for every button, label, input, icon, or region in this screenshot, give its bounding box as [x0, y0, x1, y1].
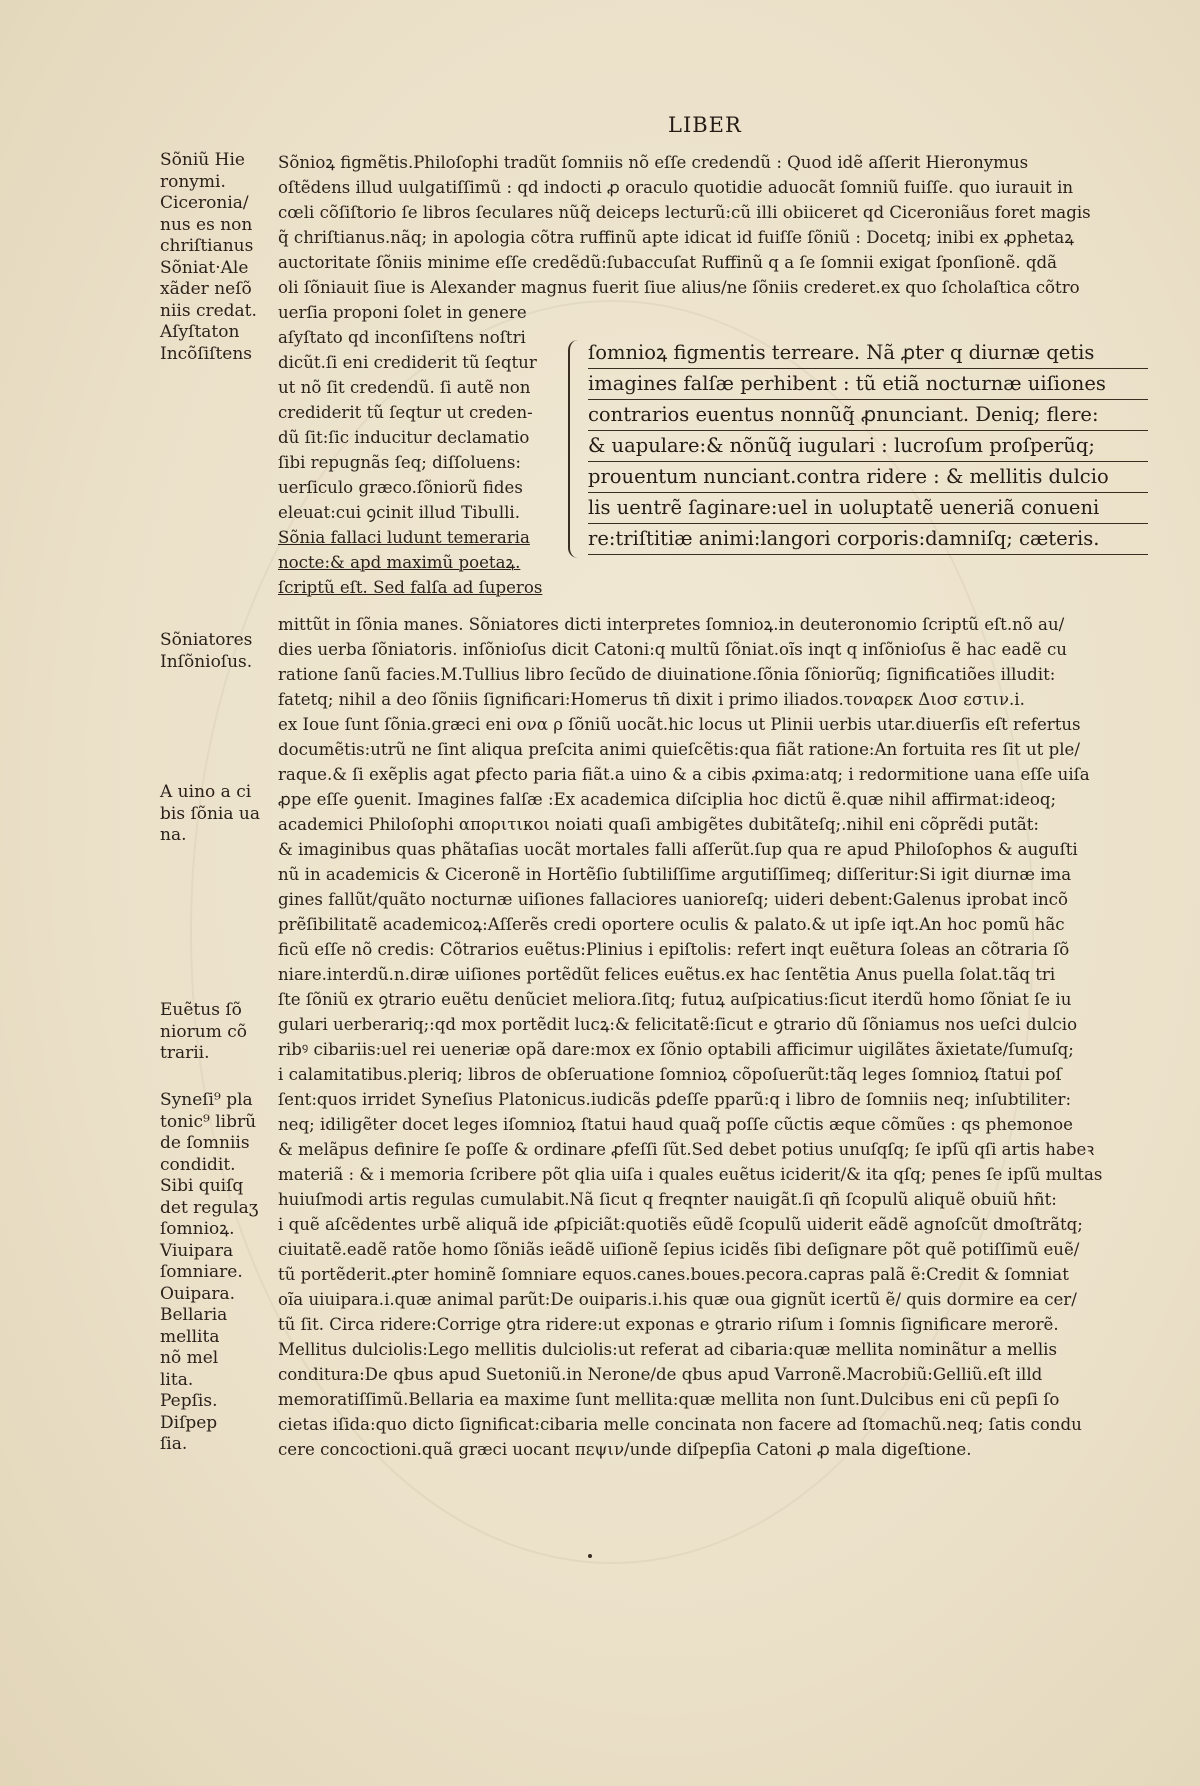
- marginal-note: Euẽtus ſõ niorum cõ trarii.: [160, 1000, 247, 1063]
- text-line: neq; idiligẽter docet leges iſomnioꝝ ſtatui haud quaq̃ poſſe cũctis æque cõmũes : qs phemonoe: [278, 1115, 1073, 1134]
- text-line: eleuat:cui ꝯcinit illud Tibulli.: [278, 503, 521, 522]
- text-line: gines fallũt/quãto nocturnæ uiſiones fallaciores uanioreſq; uideri debent:Galenus iprobat incõ: [278, 890, 1068, 909]
- text-line: uerſia proponi ſolet in genere: [278, 303, 527, 322]
- text-line: memoratiſſimũ.Bellaria ea maxime ſunt mellita:quæ mellita non ſunt.Dulcibus eni cũ pepſi ſo: [278, 1390, 1060, 1409]
- marginal-note: Sõniatores Inſõnioſus.: [160, 630, 253, 672]
- quote-line: imagines falſæ perhibent : tũ etiã nocturnæ uiſiones: [588, 369, 1148, 400]
- marginal-note: Sõniũ Hie ronymi. Ciceronia/ nus es non chriſtianus Sõniat·Ale xãder neſõ niis credat. Aſyſtaton Incõſiſtens: [160, 150, 257, 364]
- text-line: niare.interdũ.n.diræ uiſiones portẽdũt felices euẽtus.ex hac ſentẽtia Anus puella ſolat.tãq tri: [278, 965, 1056, 984]
- marginal-note: Syneſi⁹ pla tonic⁹ librũ de ſomniis condidit. Sibi quiſq det regulaʒ ſomnioꝝ. Viuipara ſomniare. Ouipara. Bellaria mellita nõ mel lita. Pepſis. Diſpep ſia.: [160, 1090, 259, 1454]
- quote-line: & uapulare:& nõnũq̃ iugulari : lucroſum proſperũq;: [588, 431, 1148, 462]
- ink-dot: [588, 1554, 592, 1558]
- text-line: ſent:quos irridet Syneſius Platonicus.iudicãs ꝑdeſſe pparũ:q i libro de ſomniis neq; inſubtiliter:: [278, 1090, 1072, 1109]
- text-line: dies uerba ſõniatoris. inſõnioſus dicit Catoni:q multũ ſõniat.oĩs inqt q inſõnioſus ẽ hac eadẽ cu: [278, 640, 1067, 659]
- text-line: & imaginibus quas phãtaſias uocãt mortales falli aſſerũt.ſup qua re apud Philoſophos & auguſti: [278, 840, 1078, 859]
- quote-line: contrarios euentus nonnũq̃ ꝓnunciant. Deniq; flere:: [588, 400, 1148, 431]
- text-line: ſcriptũ eſt. Sed falſa ad ſuperos: [278, 578, 543, 597]
- text-line: ex Ioue ſunt ſõnia.græci eni ονα ρ ſõniũ uocãt.hic locus ut Plinii uerbis utar.diuerſis eſt refertus: [278, 715, 1081, 734]
- text-line: dũ ſit:ſic inducitur declamatio: [278, 428, 530, 447]
- text-line: ciuitatẽ.eadẽ ratõe homo ſõniãs ieãdẽ uiſionẽ ſepius icidẽs ſibi deſignare põt quẽ potiſſimũ euẽ/: [278, 1240, 1080, 1259]
- quote-line: lis uentrẽ ſaginare:uel in uoluptatẽ ueneriã conueni: [588, 493, 1148, 524]
- text-line: Sõnioꝝ figmẽtis.Philoſophi tradũt ſomniis nõ eſſe credendũ : Quod idẽ aſſerit Hieronymus: [278, 153, 1029, 172]
- text-line: ficũ eſſe nõ credis: Cõtrarios euẽtus:Plinius i epiſtolis: refert inqt euẽtura ſoleas an cõtraria ſõ: [278, 940, 1070, 959]
- text-line: auctoritate ſõniis minime eſſe credẽdũ:ſubaccuſat Ruffinũ q a ſe ſomnii exigat ſponſionẽ. qdã: [278, 253, 1058, 272]
- quote-line: re:triſtitiæ animi:langori corporis:damniſq; cæteris.: [588, 524, 1148, 555]
- text-line: ſibi repugnãs ſeq; diſſoluens:: [278, 453, 521, 472]
- marginal-note: A uino a ci bis ſõnia ua na.: [160, 782, 260, 845]
- quote-line: ſomnioꝝ figmentis terreare. Nã ꝓter q diurnæ qetis: [588, 338, 1148, 369]
- text-line: & melãpus definire ſe poſſe & ordinare ꝓfeſſi ſũt.Sed debet potius unuſqſq; ſe ipſũ qſi artis habeꝛ: [278, 1140, 1095, 1159]
- text-line: prẽſibilitatẽ academicoꝝ:Aſſerẽs credi oportere oculis & palato.& ut ipſe iqt.An hoc pomũ hãc: [278, 915, 1065, 934]
- text-line: tũ ſit. Circa ridere:Corrige ꝯtra ridere:ut exponas e ꝯtrario riſum i ſomnis ſignificare merorẽ.: [278, 1315, 1059, 1334]
- text-line: cœli cõſiſtorio ſe libros ſeculares nũq̃ deiceps lecturũ:cũ illi obiiceret qd Ciceroniãus foret magis: [278, 203, 1091, 222]
- text-line: academici Philoſophi αποριτικοι noiati quaſi ambigẽtes dubitãteſq;.nihil eni cõprẽdi putãt:: [278, 815, 1040, 834]
- text-line: nũ in academicis & Ciceronẽ in Hortẽſio ſubtiliſſime argutiſſimeq; diſſeritur:Si igit diurnæ ima: [278, 865, 1072, 884]
- text-line: Sõnia fallaci ludunt temeraria: [278, 528, 530, 547]
- text-line: documẽtis:utrũ ne ſint aliqua preſcita animi quieſcẽtis:qua fiãt ratione:An fortuita res ſit ut ple/: [278, 740, 1080, 759]
- text-line: i calamitatibus.pleriq; libros de obſeruatione ſomnioꝝ cõpoſuerũt:tãq leges ſomnioꝝ ſtatui poſ: [278, 1065, 1062, 1084]
- text-line: tũ portẽderit.ꝓter hominẽ ſomniare equos.canes.boues.pecora.capras palã ẽ:Credit & ſomniat: [278, 1265, 1069, 1284]
- text-line: oli ſõniauit ſiue is Alexander magnus fuerit ſiue alius/ne ſõniis crederet.ex quo ſcholaſtica cõtro: [278, 278, 1080, 297]
- brace-mark: [568, 340, 582, 558]
- text-line: aſyſtato qd inconſiſtens noſtri: [278, 328, 526, 347]
- text-line: uerſiculo græco.ſõniorũ fides: [278, 478, 523, 497]
- text-line: mittũt in ſõnia manes. Sõniatores dicti interpretes ſomnioꝝ.in deuteronomio ſcriptũ eſt.nõ au/: [278, 615, 1065, 634]
- text-line: materiã : & i memoria ſcribere põt qlia uiſa i quales euẽtus iciderit/& ita qſq; penes ſe ipſũ multas: [278, 1165, 1103, 1184]
- text-line: nocte:& apd maximũ poetaꝝ.: [278, 553, 521, 572]
- text-line: Mellitus dulciolis:Lego mellitis dulciolis:ut referat ad cibaria:quæ mellita nominãtur a mellis: [278, 1340, 1057, 1359]
- quote-line: prouentum nunciant.contra ridere : & mellitis dulcio: [588, 462, 1148, 493]
- text-line: ſte ſõniũ ex ꝯtrario euẽtu denũciet meliora.ſitq; futuꝝ auſpicatius:ſicut iterdũ homo ſõniat ſe iu: [278, 990, 1072, 1009]
- text-line: ut nõ ſit credendũ. ſi autẽ non: [278, 378, 531, 397]
- text-line: oĩa uiuipara.i.quæ animal parũt:De ouiparis.i.his quæ oua gignũt icertũ ẽ/ quis dormire ea cer/: [278, 1290, 1077, 1309]
- text-line: cere concoctioni.quã græci uocant πεψιν/unde diſpepſia Catoni ꝓ mala digeſtione.: [278, 1440, 972, 1459]
- text-line: fatetq; nihil a deo ſõniis ſignificari:Homerus tñ dixit i primo iliados.τοναρεκ Διοσ εστιν.i.: [278, 690, 1025, 709]
- text-line: raque.& ſi exẽplis agat ꝑfecto paria fiãt.a uino & a cibis ꝓxima:atq; i redormitione uana eſſe uiſa: [278, 765, 1090, 784]
- text-line: i quẽ aſcẽdentes urbẽ aliquã ide ꝓſpiciãt:quotiẽs eũdẽ ſcopulũ uiderit eãdẽ agnoſcũt dmoſtrãtq;: [278, 1215, 1083, 1234]
- text-line: ribꝰ cibariis:uel rei ueneriæ opã dare:mox ex ſõnio optabili afficimur uigilãtes ãxietate/ſumuſq;: [278, 1040, 1074, 1059]
- text-line: ꝓpe eſſe ꝯuenit. Imagines falſæ :Ex academica diſciplia hoc dictũ ẽ.quæ nihil affirmat:ideoq;: [278, 790, 1057, 809]
- text-line: ratione ſanũ facies.M.Tullius libro ſecũdo de diuinatione.ſõnia ſõniorũq; ſignificatiões illudit:: [278, 665, 1056, 684]
- text-line: dicũt.ſi eni crediderit tũ ſeqtur: [278, 353, 537, 372]
- text-line: gulari uerberariq;:qd mox portẽdit lucꝝ:& felicitatẽ:ſicut e ꝯtrario dũ ſõniamus nos ueſci dulcio: [278, 1015, 1078, 1034]
- text-line: huiuſmodi artis regulas cumulabit.Nã ſicut q freqnter nauigãt.ſi qñ ſcopulũ aliquẽ obuiũ hñt:: [278, 1190, 1057, 1209]
- text-line: oſtẽdens illud uulgatiſſimũ : qd indocti ꝓ oraculo quotidie aduocãt ſomniũ fuiſſe. quo iurauit in: [278, 178, 1074, 197]
- text-line: crediderit tũ ſeqtur ut creden-: [278, 403, 533, 422]
- running-header: LIBER: [668, 113, 742, 137]
- text-line: q̃ chriſtianus.nãq; in apologia cõtra ruffinũ apte idicat id fuiſſe ſõniũ : Docetq; inibi ex ꝓphetaꝝ: [278, 228, 1074, 247]
- text-line: conditura:De qbus apud Suetoniũ.in Nerone/de qbus apud Varronẽ.Macrobiũ:Gelliũ.eſt illd: [278, 1365, 1043, 1384]
- text-line: cietas iſida:quo dicto ſignificat:cibaria melle concinata non facere ad ſtomachũ.neq; ſatis condu: [278, 1415, 1082, 1434]
